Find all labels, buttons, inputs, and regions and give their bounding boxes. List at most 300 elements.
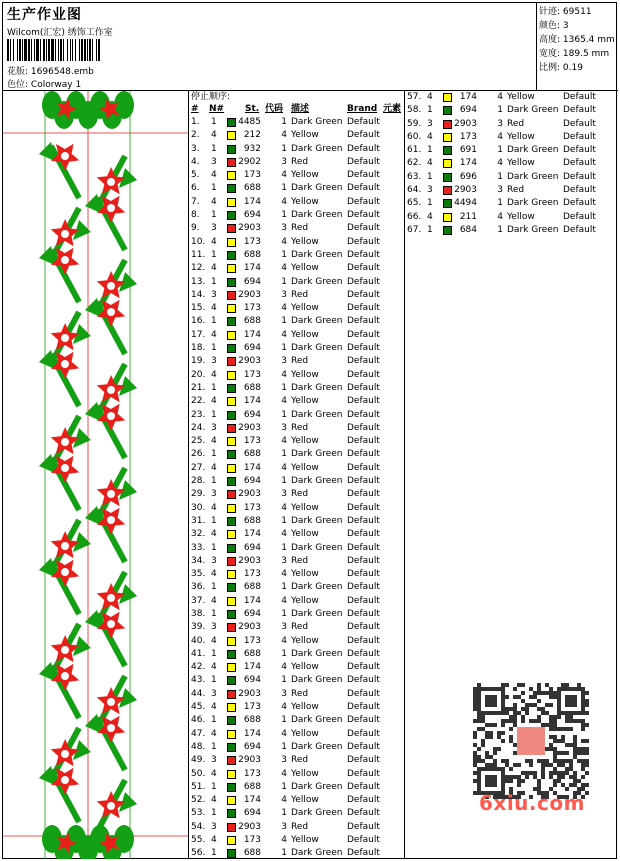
qr-module <box>581 747 585 751</box>
needle-number: 4 <box>211 369 217 380</box>
table-row <box>189 369 405 382</box>
qr-module <box>573 719 577 723</box>
color-description: Red <box>291 223 309 234</box>
qr-module <box>509 775 513 779</box>
needle-number: 4 <box>211 529 217 540</box>
qr-module <box>529 771 533 775</box>
color-swatch <box>227 224 236 233</box>
qr-module <box>501 683 505 687</box>
color-number: 1 <box>497 145 503 156</box>
color-swatch <box>227 583 236 592</box>
color-swatch <box>227 490 236 499</box>
color-number: 1 <box>281 210 287 221</box>
qr-module <box>565 719 569 723</box>
table-row <box>189 236 405 249</box>
flower-center <box>61 646 69 654</box>
qr-module <box>553 739 557 743</box>
table-row <box>189 196 405 209</box>
thread-brand: Default <box>563 145 596 156</box>
table-row <box>189 701 405 714</box>
color-swatch <box>227 836 236 845</box>
design-file-value: 1696548.emb <box>30 67 94 77</box>
color-swatch <box>227 184 236 193</box>
color-description: Yellow <box>291 835 319 846</box>
color-description: Dark Green <box>291 316 343 327</box>
needle-number: 1 <box>211 210 217 221</box>
qr-module <box>473 707 477 711</box>
color-description: Red <box>291 688 309 699</box>
qr-module <box>541 707 545 711</box>
thread-code: 173 <box>243 303 261 314</box>
thread-code: 684 <box>459 224 477 235</box>
color-swatch <box>227 504 236 513</box>
col-number: # <box>191 104 199 114</box>
flower-center <box>107 594 115 602</box>
thread-brand: Default <box>347 236 380 247</box>
qr-module <box>505 719 509 723</box>
qr-module <box>561 735 565 739</box>
thread-brand: Default <box>347 223 380 234</box>
flower-center <box>107 516 115 524</box>
color-number: 1 <box>281 715 287 726</box>
qr-module <box>473 687 477 691</box>
color-number: 4 <box>281 236 287 247</box>
thread-code: 2903 <box>238 755 261 766</box>
row-number: 47. <box>191 728 206 739</box>
thread-code: 173 <box>243 436 261 447</box>
row-number: 24. <box>191 422 206 433</box>
thread-code: 688 <box>243 848 261 859</box>
row-number: 30. <box>191 502 206 513</box>
qr-module <box>473 743 477 747</box>
color-description: Dark Green <box>507 171 559 182</box>
row-number: 4. <box>191 156 200 167</box>
color-number: 4 <box>281 662 287 673</box>
needle-number: 3 <box>427 118 433 129</box>
qr-module <box>553 719 557 723</box>
qr-module <box>517 779 521 783</box>
thread-brand: Default <box>347 835 380 846</box>
production-sheet <box>2 2 617 859</box>
qr-module <box>537 715 541 719</box>
qr-module <box>493 723 497 727</box>
thread-brand: Default <box>347 343 380 354</box>
row-number: 36. <box>191 582 206 593</box>
table-row <box>189 794 405 807</box>
thread-brand: Default <box>347 582 380 593</box>
qr-module <box>565 751 569 755</box>
needle-number: 4 <box>427 158 433 169</box>
thread-brand: Default <box>347 502 380 513</box>
thread-brand: Default <box>347 688 380 699</box>
qr-module <box>569 743 573 747</box>
thread-code: 694 <box>243 608 261 619</box>
color-number: 4 <box>281 595 287 606</box>
color-swatch <box>227 637 236 646</box>
needle-number: 1 <box>427 171 433 182</box>
qr-module <box>569 767 573 771</box>
qr-module <box>549 687 553 691</box>
thread-brand: Default <box>347 489 380 500</box>
stop-sequence-column-1 <box>189 91 405 859</box>
thread-brand: Default <box>347 622 380 633</box>
qr-module <box>561 775 565 779</box>
qr-module <box>517 695 521 699</box>
needle-number: 1 <box>211 249 217 260</box>
colorway-line <box>7 77 81 90</box>
qr-module <box>477 747 481 751</box>
qr-module <box>565 727 569 731</box>
color-swatch <box>227 544 236 553</box>
thread-code: 4485 <box>238 117 261 127</box>
row-number: 43. <box>191 675 206 686</box>
table-row <box>189 528 405 541</box>
thread-code: 174 <box>243 196 261 207</box>
qr-module <box>521 699 525 703</box>
color-number: 1 <box>281 582 287 593</box>
qr-module <box>493 747 497 751</box>
qr-module <box>577 751 581 755</box>
row-number: 19. <box>191 356 206 367</box>
qr-module <box>537 687 541 691</box>
thread-brand: Default <box>563 158 596 169</box>
row-number: 62. <box>407 158 422 169</box>
qr-module <box>473 695 477 699</box>
thread-brand: Default <box>347 436 380 447</box>
thread-brand: Default <box>347 183 380 194</box>
qr-module <box>513 743 517 747</box>
needle-number: 1 <box>211 476 217 487</box>
needle-number: 1 <box>211 808 217 819</box>
qr-module <box>517 775 521 779</box>
needle-number: 1 <box>211 781 217 792</box>
qr-module <box>505 711 509 715</box>
needle-number: 4 <box>211 728 217 739</box>
table-row <box>405 197 620 210</box>
thread-brand: Default <box>563 118 596 129</box>
qr-module <box>485 735 489 739</box>
qr-module <box>521 683 525 687</box>
qr-module <box>485 763 489 767</box>
design-preview <box>3 91 189 859</box>
qr-module <box>569 759 573 763</box>
thread-brand: Default <box>347 449 380 460</box>
needle-number: 4 <box>211 130 217 141</box>
qr-module <box>537 779 541 783</box>
thread-brand: Default <box>347 648 380 659</box>
table-row <box>189 728 405 741</box>
table-row <box>405 118 620 131</box>
color-number: 1 <box>281 183 287 194</box>
qr-module <box>513 775 517 779</box>
table-row <box>189 661 405 674</box>
qr-module <box>545 763 549 767</box>
row-number: 16. <box>191 316 206 327</box>
row-number: 58. <box>407 105 422 116</box>
thread-brand: Default <box>347 476 380 487</box>
color-description: Dark Green <box>291 183 343 194</box>
qr-module <box>585 723 589 727</box>
color-swatch <box>227 690 236 699</box>
thread-code: 688 <box>243 449 261 460</box>
qr-module <box>477 755 481 759</box>
color-swatch <box>227 158 236 167</box>
row-number: 42. <box>191 662 206 673</box>
color-description: Yellow <box>291 728 319 739</box>
color-number: 1 <box>281 741 287 752</box>
table-row <box>405 157 620 170</box>
stat-height: 高度: 1365.4 mm <box>539 35 615 45</box>
qr-module <box>581 775 585 779</box>
color-description: Dark Green <box>291 515 343 526</box>
qr-module <box>549 691 553 695</box>
color-swatch <box>443 199 452 208</box>
color-swatch <box>227 610 236 619</box>
color-description: Yellow <box>291 529 319 540</box>
row-number: 49. <box>191 755 206 766</box>
qr-module <box>557 759 561 763</box>
qr-module <box>585 751 589 755</box>
row-number: 46. <box>191 715 206 726</box>
qr-module <box>553 715 557 719</box>
qr-module <box>545 759 549 763</box>
thread-code: 688 <box>243 648 261 659</box>
color-swatch <box>227 397 236 406</box>
table-row <box>189 542 405 555</box>
qr-module <box>549 727 553 731</box>
qr-module <box>485 751 489 755</box>
color-description: Dark Green <box>291 608 343 619</box>
table-row <box>189 156 405 169</box>
color-description: Dark Green <box>291 449 343 460</box>
row-number: 27. <box>191 462 206 473</box>
qr-module <box>581 767 585 771</box>
color-description: Dark Green <box>507 145 559 156</box>
thread-code: 2903 <box>238 688 261 699</box>
qr-module <box>569 775 573 779</box>
qr-module <box>557 779 561 783</box>
flower-center <box>107 178 115 186</box>
qr-module <box>549 775 553 779</box>
color-swatch <box>227 530 236 539</box>
qr-module <box>541 723 545 727</box>
table-row <box>405 104 620 117</box>
qr-module <box>573 743 577 747</box>
color-number: 3 <box>281 156 287 167</box>
qr-module <box>585 759 589 763</box>
qr-module <box>513 695 517 699</box>
color-swatch <box>227 796 236 805</box>
qr-module <box>581 751 585 755</box>
thread-code: 2903 <box>238 422 261 433</box>
thread-code: 932 <box>243 143 261 154</box>
color-description: Dark Green <box>291 675 343 686</box>
qr-module <box>553 755 557 759</box>
needle-number: 4 <box>211 462 217 473</box>
color-description: Red <box>291 489 309 500</box>
thread-code: 2903 <box>238 289 261 300</box>
flower-center <box>107 802 115 810</box>
qr-module <box>557 763 561 767</box>
qr-module <box>549 703 553 707</box>
row-number: 14. <box>191 289 206 300</box>
qr-module <box>529 687 533 691</box>
qr-module <box>537 691 541 695</box>
color-number: 3 <box>281 622 287 633</box>
qr-module <box>557 715 561 719</box>
color-number: 1 <box>281 117 287 127</box>
thread-code: 2903 <box>238 622 261 633</box>
thread-code: 688 <box>243 382 261 393</box>
qr-module <box>573 747 577 751</box>
table-row <box>189 315 405 328</box>
qr-module <box>521 771 525 775</box>
needle-number: 4 <box>427 131 433 142</box>
color-number: 1 <box>281 449 287 460</box>
color-swatch <box>227 171 236 180</box>
qr-module <box>549 747 553 751</box>
thread-code: 173 <box>243 236 261 247</box>
color-description: Yellow <box>291 196 319 207</box>
qr-finder <box>565 695 577 707</box>
qr-module <box>553 691 557 695</box>
qr-module <box>553 727 557 731</box>
qr-module <box>525 775 529 779</box>
row-number: 67. <box>407 224 422 235</box>
thread-code: 174 <box>243 329 261 340</box>
qr-module <box>501 739 505 743</box>
needle-number: 4 <box>211 569 217 580</box>
qr-finder <box>485 775 497 787</box>
table-row <box>189 182 405 195</box>
row-number: 7. <box>191 196 200 207</box>
thread-code: 688 <box>243 781 261 792</box>
color-swatch <box>227 278 236 287</box>
thread-code: 2903 <box>238 356 261 367</box>
row-number: 55. <box>191 835 206 846</box>
table-row <box>189 422 405 435</box>
table-row <box>189 754 405 767</box>
table-row <box>189 475 405 488</box>
table-row <box>405 144 620 157</box>
thread-code: 2903 <box>238 555 261 566</box>
color-description: Red <box>291 289 309 300</box>
table-row <box>189 355 405 368</box>
qr-module <box>569 783 573 787</box>
qr-module <box>585 711 589 715</box>
color-swatch <box>227 371 236 380</box>
color-number: 3 <box>281 821 287 832</box>
color-swatch <box>443 146 452 155</box>
needle-number: 1 <box>211 848 217 859</box>
table-row <box>189 209 405 222</box>
qr-code-icon <box>473 683 589 799</box>
col-code: 代码 <box>265 104 284 114</box>
thread-brand: Default <box>347 329 380 340</box>
thread-brand: Default <box>347 369 380 380</box>
color-number: 3 <box>281 422 287 433</box>
qr-module <box>529 759 533 763</box>
thread-code: 173 <box>243 502 261 513</box>
qr-module <box>569 719 573 723</box>
embroidery-preview-image <box>3 91 189 859</box>
color-number: 4 <box>281 502 287 513</box>
color-number: 4 <box>281 529 287 540</box>
qr-module <box>581 783 585 787</box>
barcode-bar <box>100 39 101 61</box>
table-row <box>189 262 405 275</box>
qr-module <box>573 739 577 743</box>
qr-module <box>485 731 489 735</box>
color-description: Dark Green <box>291 476 343 487</box>
color-number: 4 <box>281 396 287 407</box>
color-swatch <box>227 783 236 792</box>
needle-number: 4 <box>211 236 217 247</box>
qr-module <box>585 783 589 787</box>
thread-code: 694 <box>243 808 261 819</box>
color-swatch <box>227 384 236 393</box>
needle-number: 4 <box>211 196 217 207</box>
qr-module <box>561 751 565 755</box>
color-number: 1 <box>497 105 503 116</box>
qr-module <box>525 707 529 711</box>
color-swatch <box>443 226 452 235</box>
needle-number: 1 <box>211 183 217 194</box>
thread-brand: Default <box>347 635 380 646</box>
needle-number: 4 <box>211 263 217 274</box>
flower-center <box>61 672 69 680</box>
needle-number: 3 <box>211 356 217 367</box>
qr-module <box>537 759 541 763</box>
color-number: 4 <box>281 569 287 580</box>
qr-module <box>549 743 553 747</box>
table-row <box>189 502 405 515</box>
needle-number: 4 <box>211 170 217 181</box>
qr-module <box>553 779 557 783</box>
qr-module <box>565 683 569 687</box>
row-number: 33. <box>191 542 206 553</box>
stat-width: 宽度: 189.5 mm <box>539 49 610 59</box>
flower-center <box>107 620 115 628</box>
row-number: 61. <box>407 145 422 156</box>
thread-code: 174 <box>243 662 261 673</box>
qr-module <box>577 683 581 687</box>
color-number: 3 <box>497 118 503 129</box>
color-description: Yellow <box>291 170 319 181</box>
qr-module <box>497 735 501 739</box>
thread-code: 688 <box>243 715 261 726</box>
row-number: 63. <box>407 171 422 182</box>
color-swatch <box>227 477 236 486</box>
color-description: Dark Green <box>291 249 343 260</box>
thread-brand: Default <box>563 105 596 116</box>
color-description: Yellow <box>291 569 319 580</box>
needle-number: 4 <box>211 329 217 340</box>
qr-module <box>477 719 481 723</box>
qr-module <box>513 719 517 723</box>
needle-number: 4 <box>211 635 217 646</box>
qr-module <box>501 731 505 735</box>
qr-module <box>549 719 553 723</box>
color-description: Yellow <box>291 502 319 513</box>
color-description: Dark Green <box>507 198 559 209</box>
table-row <box>189 462 405 475</box>
needle-number: 1 <box>211 316 217 327</box>
qr-module <box>553 751 557 755</box>
qr-module <box>549 735 553 739</box>
thread-code: 173 <box>243 369 261 380</box>
needle-number: 1 <box>211 715 217 726</box>
